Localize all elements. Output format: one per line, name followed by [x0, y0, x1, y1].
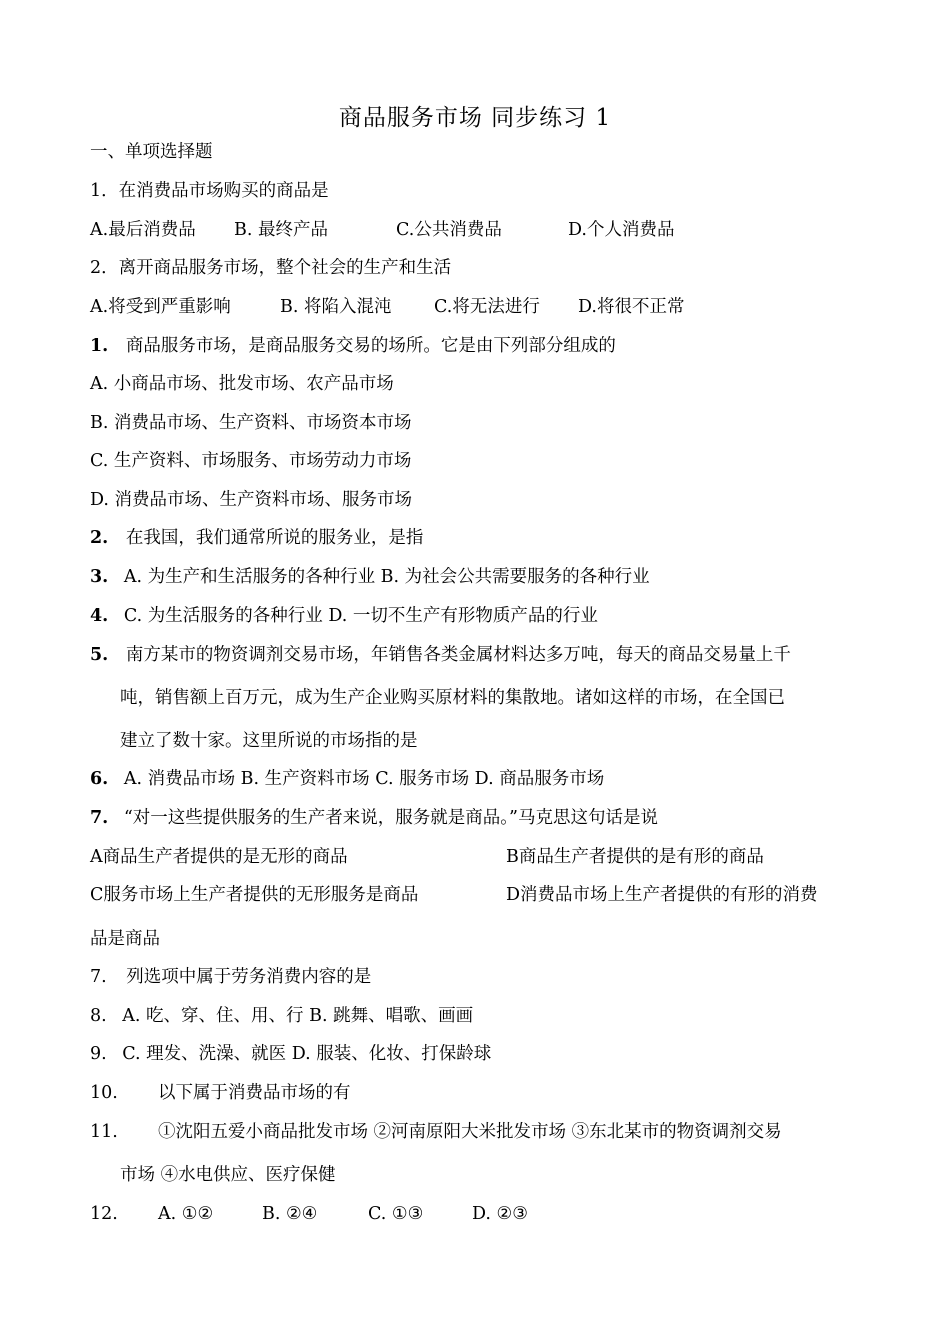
- option-b: B商品生产者提供的是有形的商品: [506, 847, 764, 867]
- question-8-items-line-1: 11. ①沈阳五爱小商品批发市场 ②河南原阳大米批发市场 ③东北某市的物资调剂交易: [90, 1122, 782, 1142]
- question-number: 11.: [90, 1122, 118, 1142]
- question-5-stem-line-1: 5. 南方某市的物资调剂交易市场，年销售各类金属材料达多万吨，每天的商品交易量上千: [90, 645, 791, 665]
- option-a: A商品生产者提供的是无形的商品: [90, 847, 348, 867]
- question-8-items-line-2: 市场 ④水电供应、医疗保健: [120, 1165, 336, 1185]
- option-a: A.最后消费品: [90, 220, 196, 240]
- question-6-option-d-continued: 品是商品: [90, 929, 160, 949]
- option-a: A. ①②: [158, 1204, 214, 1224]
- question-number: 1.: [90, 336, 109, 356]
- question-5-options: 6. A. 消费品市场 B. 生产资料市场 C. 服务市场 D. 商品服务市场: [90, 769, 605, 789]
- question-number: 3.: [90, 567, 109, 587]
- question-number: 4.: [90, 606, 109, 626]
- option-c: C服务市场上生产者提供的无形服务是商品: [90, 885, 419, 905]
- question-3-stem: 1. 商品服务市场，是商品服务交易的场所。它是由下列部分组成的: [90, 336, 616, 356]
- question-4-stem: 2. 在我国，我们通常所说的服务业，是指: [90, 528, 424, 548]
- question-6-stem: 7. “对一这些提供服务的生产者来说，服务就是商品。”马克思这句话是说: [90, 808, 659, 828]
- section-heading: 一、单项选择题: [90, 142, 213, 162]
- question-number: 12.: [90, 1204, 118, 1224]
- option-d: D. ②③: [472, 1204, 528, 1224]
- question-5-stem-line-2: 吨，销售额上百万元，成为生产企业购买原材料的集散地。诸如这样的市场，在全国已: [120, 688, 785, 708]
- question-4-options-ab: 3. A. 为生产和生活服务的各种行业 B. 为社会公共需要服务的各种行业: [90, 567, 650, 587]
- option-b: B. 将陷入混沌: [280, 297, 392, 317]
- question-4-options-cd: 4. C. 为生活服务的各种行业 D. 一切不生产有形物质产品的行业: [90, 606, 598, 626]
- question-number: 7.: [90, 967, 107, 987]
- option-d: D.个人消费品: [568, 220, 675, 240]
- question-3-option-a: A. 小商品市场、批发市场、农产品市场: [90, 374, 394, 394]
- question-number: 10.: [90, 1083, 118, 1103]
- question-8-options: [90, 1202, 528, 1226]
- question-number: 5.: [90, 645, 109, 665]
- question-7-options-ab: 8. A. 吃、穿、住、用、行 B. 跳舞、唱歌、画画: [90, 1006, 474, 1026]
- question-number: 2.: [90, 528, 109, 548]
- question-7-stem: 7. 列选项中属于劳务消费内容的是: [90, 967, 372, 987]
- option-a: A.将受到严重影响: [90, 297, 231, 317]
- question-3-option-d: D. 消费品市场、生产资料市场、服务市场: [90, 490, 413, 510]
- question-3-option-c: C. 生产资料、市场服务、市场劳动力市场: [90, 451, 412, 471]
- question-5-stem-line-3: 建立了数十家。这里所说的市场指的是: [120, 731, 418, 751]
- option-d: D消费品市场上生产者提供的有形的消费: [506, 885, 818, 905]
- question-2-stem: 2．离开商品服务市场，整个社会的生产和生活: [90, 258, 452, 278]
- page-title: 商品服务市场 同步练习 1: [338, 105, 612, 131]
- question-number: 9.: [90, 1044, 107, 1064]
- option-b: B. ②④: [262, 1204, 318, 1224]
- question-number: 6.: [90, 769, 109, 789]
- question-1-stem: 1．在消费品市场购买的商品是: [90, 181, 329, 201]
- question-7-options-cd: 9. C. 理发、洗澡、就医 D. 服装、化妆、打保龄球: [90, 1044, 492, 1064]
- option-c: C.公共消费品: [396, 220, 502, 240]
- question-8-stem: 10. 以下属于消费品市场的有: [90, 1083, 351, 1103]
- option-b: B. 最终产品: [234, 220, 328, 240]
- option-d: D.将很不正常: [578, 297, 685, 317]
- option-c: C.将无法进行: [434, 297, 540, 317]
- question-number: 8.: [90, 1006, 107, 1026]
- question-3-option-b: B. 消费品市场、生产资料、市场资本市场: [90, 413, 412, 433]
- option-c: C. ①③: [368, 1204, 424, 1224]
- question-number: 7.: [90, 808, 109, 828]
